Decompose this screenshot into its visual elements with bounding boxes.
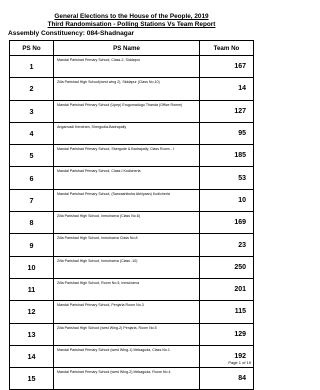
polling-station-table [9, 40, 254, 390]
table-row [10, 256, 254, 278]
team-number-cell: 129 [200, 323, 254, 345]
ps-name-cell: Mandal Parishad Primary School (Upep) Erugumadugu Thanda (Office Romm) [54, 100, 200, 122]
table-row [10, 189, 254, 211]
team-number-cell: 250 [200, 256, 254, 278]
ps-number-cell: 9 [10, 234, 54, 256]
ps-number-cell: 15 [10, 368, 54, 390]
assembly-constituency-label: Assembly Constituency: 084-Shadnagar [8, 30, 135, 37]
ps-number-cell: 14 [10, 345, 54, 367]
team-number-cell: 201 [200, 278, 254, 300]
ps-number-cell: 10 [10, 256, 54, 278]
ps-number-cell: 3 [10, 100, 54, 122]
table-row [10, 78, 254, 100]
team-number-cell: 127 [200, 100, 254, 122]
ps-name-cell: Mandal Parishad Primary School, (Sarwashiksha Abhiyaan) Kodicherla [54, 189, 200, 211]
table-row [10, 145, 254, 167]
table-row [10, 345, 254, 367]
table-row [10, 100, 254, 122]
ps-name-cell: Mandal Parishad Primary School, Shergude & Badrapally, Class Room - I [54, 145, 200, 167]
column-header-team-no: Team No [200, 41, 254, 56]
table-row [10, 56, 254, 78]
team-number-cell: 192 [200, 345, 254, 367]
team-number-cell: 84 [200, 368, 254, 390]
ps-name-cell: Zilla Parishad High School (west Wing-2) Penjarla, Room No.5 [54, 323, 200, 345]
report-title-line1: General Elections to the House of the People, 2019 [54, 13, 209, 20]
ps-name-cell: Mandal Parishad Primary School (west Wing-1) Mekaguda, Class No.1 [54, 345, 200, 367]
team-number-cell: 14 [200, 78, 254, 100]
table-row [10, 301, 254, 323]
ps-number-cell: 8 [10, 212, 54, 234]
table-row [10, 368, 254, 390]
ps-name-cell: Anganvadi Kendram, Shergudia-Badrapally [54, 122, 200, 144]
ps-name-cell: Zilla Parishad High School, Inmulnarva (Class No.6) [54, 212, 200, 234]
page-number: Page 1 of 19 [228, 360, 251, 365]
ps-name-cell: Mandal Parishad Primary School, Class-2, Siddapur [54, 56, 200, 78]
team-number-cell: 169 [200, 212, 254, 234]
column-header-ps-no: PS No [10, 41, 54, 56]
table-row [10, 122, 254, 144]
ps-name-cell: Mandal Parishad Primary School, Penjarla Room No.3 [54, 301, 200, 323]
table-row [10, 278, 254, 300]
ps-name-cell: Zilla Parishad High School, Inmulnarva Class No.8 [54, 234, 200, 256]
ps-number-cell: 1 [10, 56, 54, 78]
table-row [10, 212, 254, 234]
ps-name-cell: Mandal Parishad Primary School, Class-I Kodicherla [54, 167, 200, 189]
ps-name-cell: Zilla Parishad High School(west wing 2), Siddapur (Class No.10) [54, 78, 200, 100]
team-number-cell: 10 [200, 189, 254, 211]
ps-name-cell: Zilla Parishad High School, Inmulnarva (Class -10) [54, 256, 200, 278]
table-body [10, 56, 254, 390]
ps-number-cell: 5 [10, 145, 54, 167]
team-number-cell: 167 [200, 56, 254, 78]
column-header-ps-name: PS Name [54, 41, 200, 56]
ps-number-cell: 6 [10, 167, 54, 189]
table-row [10, 167, 254, 189]
ps-number-cell: 7 [10, 189, 54, 211]
ps-number-cell: 11 [10, 278, 54, 300]
table-row [10, 323, 254, 345]
ps-number-cell: 2 [10, 78, 54, 100]
report-title-line2: Third Randomisation - Polling Stations Vs Team Report [47, 21, 216, 28]
ps-number-cell: 12 [10, 301, 54, 323]
ps-number-cell: 13 [10, 323, 54, 345]
ps-name-cell: Zilla Parishad High School, Room No.5, Inmulnarva [54, 278, 200, 300]
team-number-cell: 185 [200, 145, 254, 167]
team-number-cell: 53 [200, 167, 254, 189]
team-number-cell: 23 [200, 234, 254, 256]
team-number-cell: 115 [200, 301, 254, 323]
team-number-cell: 95 [200, 122, 254, 144]
table-row [10, 234, 254, 256]
ps-number-cell: 4 [10, 122, 54, 144]
table-header-row [10, 41, 254, 56]
ps-name-cell: Mandal Parishad Primary School (west Wing-2) Mekaguda, Room No.4 [54, 368, 200, 390]
